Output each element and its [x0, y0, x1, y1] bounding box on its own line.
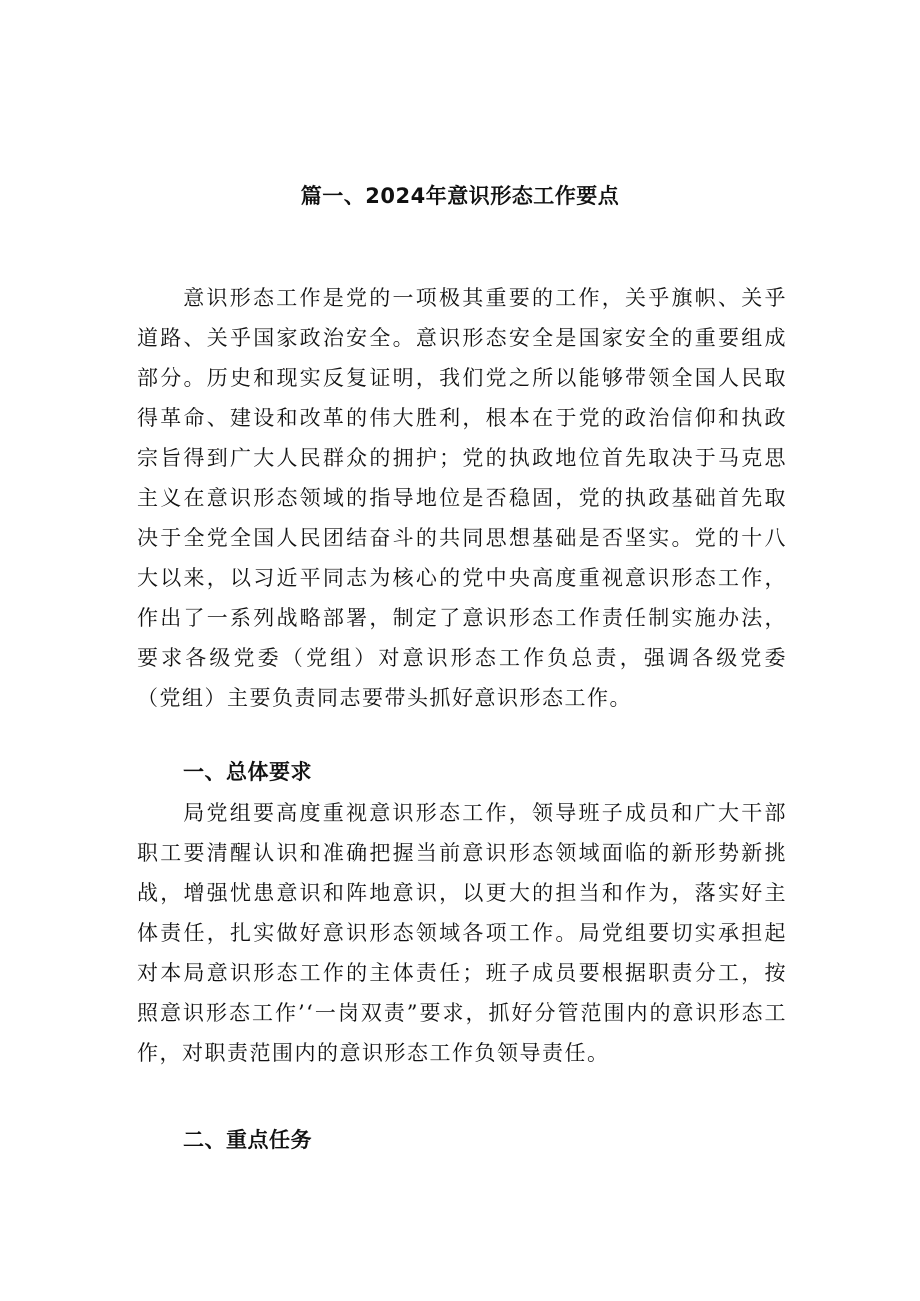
document-title: 篇一、2024年意识形态工作要点 [300, 184, 620, 208]
section-heading-key-tasks: 二、重点任务 [183, 1128, 312, 1152]
intro-paragraph: 意识形态工作是党的一项极其重要的工作，关乎旗帜、关乎道路、关乎国家政治安全。意识形态安全是国家安全的重要组成部分。历史和现实反复证明，我们党之所以能够带领全国人民取得革命、建设和改革的伟大胜利，根本在于党的政治信仰和执政宗旨得到广大人民群众的拥护；党的执政地位首先取决于马克思主义在意识形态领域的指导地位是否稳固，党的执政基础首先取决于全党全国人民团结奋斗的共同思想基础是否坚实。党的十八大以来，以习近平同志为核心的党中央高度重视意识形态工作，作出了一系列战略部署，制定了意识形态工作责任制实施办法，要求各级党委（党组）对意识形态工作负总责，强调各级党委（党组）主要负责同志要带头抓好意识形态工作。 [137, 286, 787, 710]
section-general-requirements-body: 局党组要高度重视意识形态工作，领导班子成员和广大干部职工要清醒认识和准确把握当前意识形态领域面临的新形势新挑战，增强忧患意识和阵地意识，以更大的担当和作为，落实好主体责任，扎实做好意识形态领域各项工作。局党组要切实承担起对本局意识形态工作的主体责任；班子成员要根据职责分工，按照意识形态工作’‘一岗双责”要求，抓好分管范围内的意识形态工作，对职责范围内的意识形态工作负领导责任。 [137, 801, 787, 1065]
section-heading-general-requirements: 一、总体要求 [183, 760, 312, 784]
